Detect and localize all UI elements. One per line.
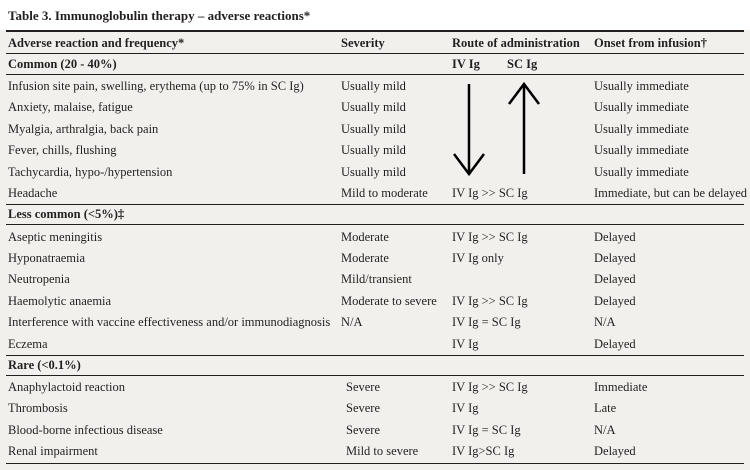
cell-severity: Moderate (341, 230, 389, 244)
header-severity: Severity (341, 36, 385, 50)
cell-reaction: Anaphylactoid reaction (8, 380, 125, 394)
cell-reaction: Neutropenia (8, 272, 70, 286)
cell-reaction: Eczema (8, 337, 48, 351)
cell-route: IV Ig only (452, 251, 504, 265)
section-rare: Rare (<0.1%) (8, 358, 81, 372)
cell-onset: Delayed (594, 444, 636, 458)
cell-route: IV Ig >> SC Ig (452, 294, 528, 308)
cell-onset: Delayed (594, 230, 636, 244)
section-rare-rule (6, 375, 744, 376)
cell-severity: Usually mild (341, 122, 406, 136)
cell-severity: Usually mild (341, 100, 406, 114)
cell-severity: Mild/transient (341, 272, 412, 286)
cell-reaction: Tachycardia, hypo-/hypertension (8, 165, 173, 179)
section-common-rule (6, 74, 744, 75)
cell-onset: Delayed (594, 294, 636, 308)
cell-reaction: Infusion site pain, swelling, erythema (up to 75% in SC Ig) (8, 79, 304, 93)
cell-onset: Usually immediate (594, 100, 689, 114)
section-rare-rule-top (6, 355, 744, 356)
cell-onset: Delayed (594, 337, 636, 351)
cell-reaction: Hyponatraemia (8, 251, 86, 265)
route-iv-label: IV Ig (452, 57, 480, 71)
cell-reaction: Interference with vaccine effectiveness and/or immunodiagnosis (8, 315, 331, 329)
section-less-common-rule (6, 224, 744, 225)
bottom-rule (6, 463, 744, 464)
cell-onset: Immediate (594, 380, 648, 394)
title-bar (0, 0, 750, 30)
cell-severity: Usually mild (341, 79, 406, 93)
section-less-common-rule-top (6, 204, 744, 205)
cell-onset: Immediate, but can be delayed (594, 186, 748, 200)
cell-onset: Usually immediate (594, 143, 689, 157)
header-reaction: Adverse reaction and frequency* (8, 36, 185, 50)
cell-route: IV Ig>SC Ig (452, 444, 515, 458)
cell-route: IV Ig >> SC Ig (452, 380, 528, 394)
cell-reaction: Haemolytic anaemia (8, 294, 112, 308)
cell-route: IV Ig >> SC Ig (452, 186, 528, 200)
cell-onset: Usually immediate (594, 165, 689, 179)
top-rule (6, 30, 744, 32)
cell-reaction: Headache (8, 186, 58, 200)
header-onset: Onset from infusion† (594, 36, 707, 50)
cell-reaction: Anxiety, malaise, fatigue (8, 100, 133, 114)
table-title: Table 3. Immunoglobulin therapy – adverse reactions* (8, 8, 311, 23)
cell-route: IV Ig (452, 337, 479, 351)
section-less-common: Less common (<5%)‡ (8, 207, 125, 221)
cell-onset: Usually immediate (594, 122, 689, 136)
cell-severity: Severe (346, 401, 381, 415)
cell-onset: N/A (594, 315, 616, 329)
cell-reaction: Blood-borne infectious disease (8, 423, 163, 437)
cell-onset: N/A (594, 423, 616, 437)
cell-severity: N/A (341, 315, 363, 329)
cell-severity: Moderate to severe (341, 294, 437, 308)
cell-severity: Severe (346, 423, 381, 437)
cell-reaction: Myalgia, arthralgia, back pain (8, 122, 159, 136)
cell-severity: Mild to moderate (341, 186, 428, 200)
arrow-down-icon (449, 82, 489, 178)
cell-route: IV Ig = SC Ig (452, 315, 521, 329)
header-rule (6, 53, 744, 54)
arrow-up-icon (504, 80, 544, 176)
cell-route: IV Ig (452, 401, 479, 415)
cell-severity: Usually mild (341, 165, 406, 179)
cell-onset: Late (594, 401, 617, 415)
cell-reaction: Fever, chills, flushing (8, 143, 117, 157)
cell-onset: Usually immediate (594, 79, 689, 93)
cell-route: IV Ig >> SC Ig (452, 230, 528, 244)
cell-route: IV Ig = SC Ig (452, 423, 521, 437)
route-sc-label: SC Ig (507, 57, 538, 71)
section-common: Common (20 - 40%) (8, 57, 117, 71)
cell-severity: Severe (346, 380, 381, 394)
cell-onset: Delayed (594, 251, 636, 265)
cell-reaction: Thrombosis (8, 401, 68, 415)
header-route: Route of administration (452, 36, 580, 50)
cell-severity: Moderate (341, 251, 389, 265)
cell-reaction: Aseptic meningitis (8, 230, 103, 244)
cell-severity: Mild to severe (346, 444, 419, 458)
cell-severity: Usually mild (341, 143, 406, 157)
cell-onset: Delayed (594, 272, 636, 286)
cell-reaction: Renal impairment (8, 444, 98, 458)
